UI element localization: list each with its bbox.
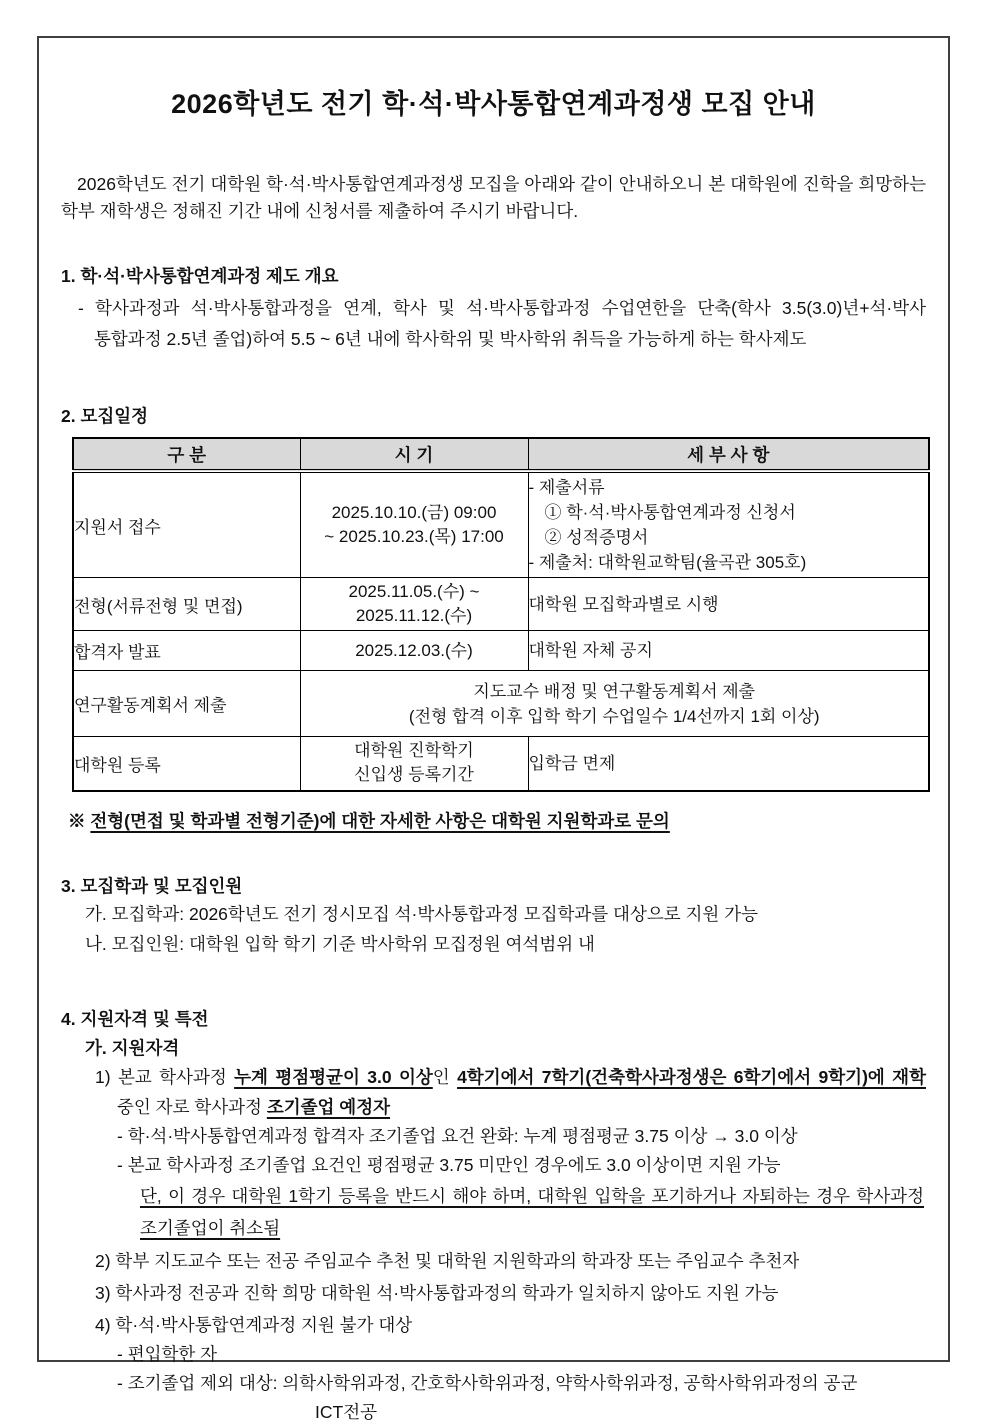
recruit-departments-item: 가. 모집학과: 2026학년도 전기 정시모집 석·박사통합과정 모집학과를 대상으로 지원 가능	[85, 903, 759, 924]
eligibility-subheading: 가. 지원자격	[85, 1037, 180, 1058]
intro-paragraph: 2026학년도 전기 대학원 학·석·박사통합연계과정생 모집을 아래와 같이 안내하오니 본 대학원에 진학을 희망하는 학부 재학생은 정해진 기간 내에 신청서를 제출하여 주시기 바랍니다.	[61, 174, 926, 221]
row-merged-details	[300, 671, 929, 737]
eligibility-item-4: 4) 학·석·박사통합연계과정 지원 불가 대상	[95, 1314, 413, 1335]
note-text: 전형(면접 및 학과별 전형기준)에 대한 자세한 사항은 대학원 지원학과로 문의	[90, 810, 670, 831]
page-title: 2026학년도 전기 학·석·박사통합연계과정생 모집 안내	[171, 89, 816, 119]
header-category: 구 분	[73, 438, 300, 471]
section-3-heading: 3. 모집학과 및 모집인원	[61, 875, 243, 896]
section-1-heading: 1. 학·석·박사통합연계과정 제도 개요	[61, 266, 339, 286]
schedule-table	[72, 437, 930, 792]
row-period	[300, 578, 528, 631]
header-period: 시 기	[300, 438, 528, 471]
document-page	[37, 36, 950, 1422]
item1-bold-early-grad: 조기졸업 예정자	[266, 1096, 391, 1117]
section-4-heading: 4. 지원자격 및 특전	[61, 1008, 209, 1029]
detail-line: 입학금 면제	[528, 753, 616, 773]
schedule-header-row	[73, 438, 929, 471]
table-row-application	[73, 471, 929, 578]
item1-bold-gpa: 누계 평점평균이 3.0 이상	[234, 1066, 433, 1087]
row-label: 지원서 접수	[73, 471, 300, 578]
row-label: 연구활동계획서 제출	[73, 671, 300, 737]
item1-prefix: 1) 본교 학사과정	[95, 1066, 235, 1087]
ineligible-bullet-transfer: - 편입학한 자	[117, 1343, 218, 1364]
row-details	[528, 578, 929, 631]
table-row-registration	[73, 737, 929, 791]
section-1-overview-item: - 학사과정과 석·박사통합과정을 연계, 학사 및 석·박사통합과정 수업연한을 단축(학사 3.5(3.0)년+석·박사 통합과정 2.5년 졸업)하여 5.5 ~ 6년 내에 학사학위 및 박사학위 취득을 가능하게 하는 학사제도	[78, 298, 926, 349]
eligibility-item-1-warning	[140, 1180, 924, 1244]
table-row-announcement	[73, 631, 929, 671]
detail-line: 대학원 자체 공지	[528, 641, 653, 660]
period-line: ~ 2025.10.23.(목) 17:00	[324, 527, 504, 546]
detail-line: - 제출처: 대학원교학팀(율곡관 305호)	[528, 553, 807, 572]
schedule-note	[68, 808, 926, 833]
table-row-research-plan	[73, 671, 929, 737]
detail-line: - 제출서류	[528, 478, 605, 497]
detail-line: 대학원 모집학과별로 시행	[528, 594, 719, 614]
detail-line: ② 성적증명서	[544, 528, 649, 547]
row-period	[300, 631, 528, 671]
period-line: 2025.11.05.(수) ~	[348, 582, 480, 601]
period-line: 2025.12.03.(수)	[355, 640, 473, 660]
merged-line: 지도교수 배정 및 연구활동계획서 제출	[473, 681, 756, 701]
eligibility-item-1-bullet-1: - 학·석·박사통합연계과정 합격자 조기졸업 요건 완화: 누계 평점평균 3.75 이상 → 3.0 이상	[117, 1125, 798, 1146]
eligibility-item-1-bullet-2: - 본교 학사과정 조기졸업 요건인 평점평균 3.75 미만인 경우에도 3.0 이상이면 지원 가능	[117, 1154, 781, 1175]
period-line: 2025.10.10.(금) 09:00	[331, 503, 497, 522]
row-details	[528, 471, 929, 578]
table-row-screening	[73, 578, 929, 631]
row-details	[528, 737, 929, 791]
merged-line: (전형 합격 이후 입학 학기 수업일수 1/4선까지 1회 이상)	[408, 706, 820, 726]
header-details: 세 부 사 항	[528, 438, 929, 471]
note-marker: ※	[68, 810, 91, 831]
row-period	[300, 471, 528, 578]
row-label: 전형(서류전형 및 면접)	[73, 578, 300, 631]
recruit-quota-item: 나. 모집인원: 대학원 입학 학기 기준 박사학위 모집정원 여석범위 내	[85, 933, 595, 954]
period-line: 대학원 진학학기	[354, 741, 474, 761]
eligibility-item-1	[95, 1062, 926, 1122]
eligibility-item-3: 3) 학사과정 전공과 진학 희망 대학원 석·박사통합과정의 학과가 일치하지 않아도 지원 가능	[95, 1282, 779, 1303]
row-label: 대학원 등록	[73, 737, 300, 791]
detail-line: ① 학·석·박사통합연계과정 신청서	[544, 503, 796, 522]
period-line: 2025.11.12.(수)	[355, 606, 473, 625]
row-period	[300, 737, 528, 791]
ineligible-bullet-continuation: ICT전공	[315, 1401, 377, 1422]
item1-mid2: 중인 자로 학사과정	[117, 1096, 267, 1117]
item1-bold-semesters: 4학기에서 7학기(건축학사과정생은 6학기에서 9학기)에 재학	[457, 1066, 926, 1087]
ineligible-bullet-excluded: - 조기졸업 제외 대상: 의학사학위과정, 간호학사학위과정, 약학사학위과정, 공학사학위과정의 공군	[117, 1372, 858, 1393]
row-label: 합격자 발표	[73, 631, 300, 671]
warning-text: 단, 이 경우 대학원 1학기 등록을 반드시 해야 하며, 대학원 입학을 포기하거나 자퇴하는 경우 학사과정 조기졸업이 취소됨	[140, 1185, 924, 1238]
eligibility-item-2: 2) 학부 지도교수 또는 전공 주임교수 추천 및 대학원 지원학과의 학과장 또는 주임교수 추천자	[95, 1250, 800, 1271]
section-2-heading: 2. 모집일정	[61, 406, 149, 426]
row-details	[528, 631, 929, 671]
period-line: 신입생 등록기간	[354, 765, 474, 785]
item1-mid: 인	[432, 1066, 458, 1087]
